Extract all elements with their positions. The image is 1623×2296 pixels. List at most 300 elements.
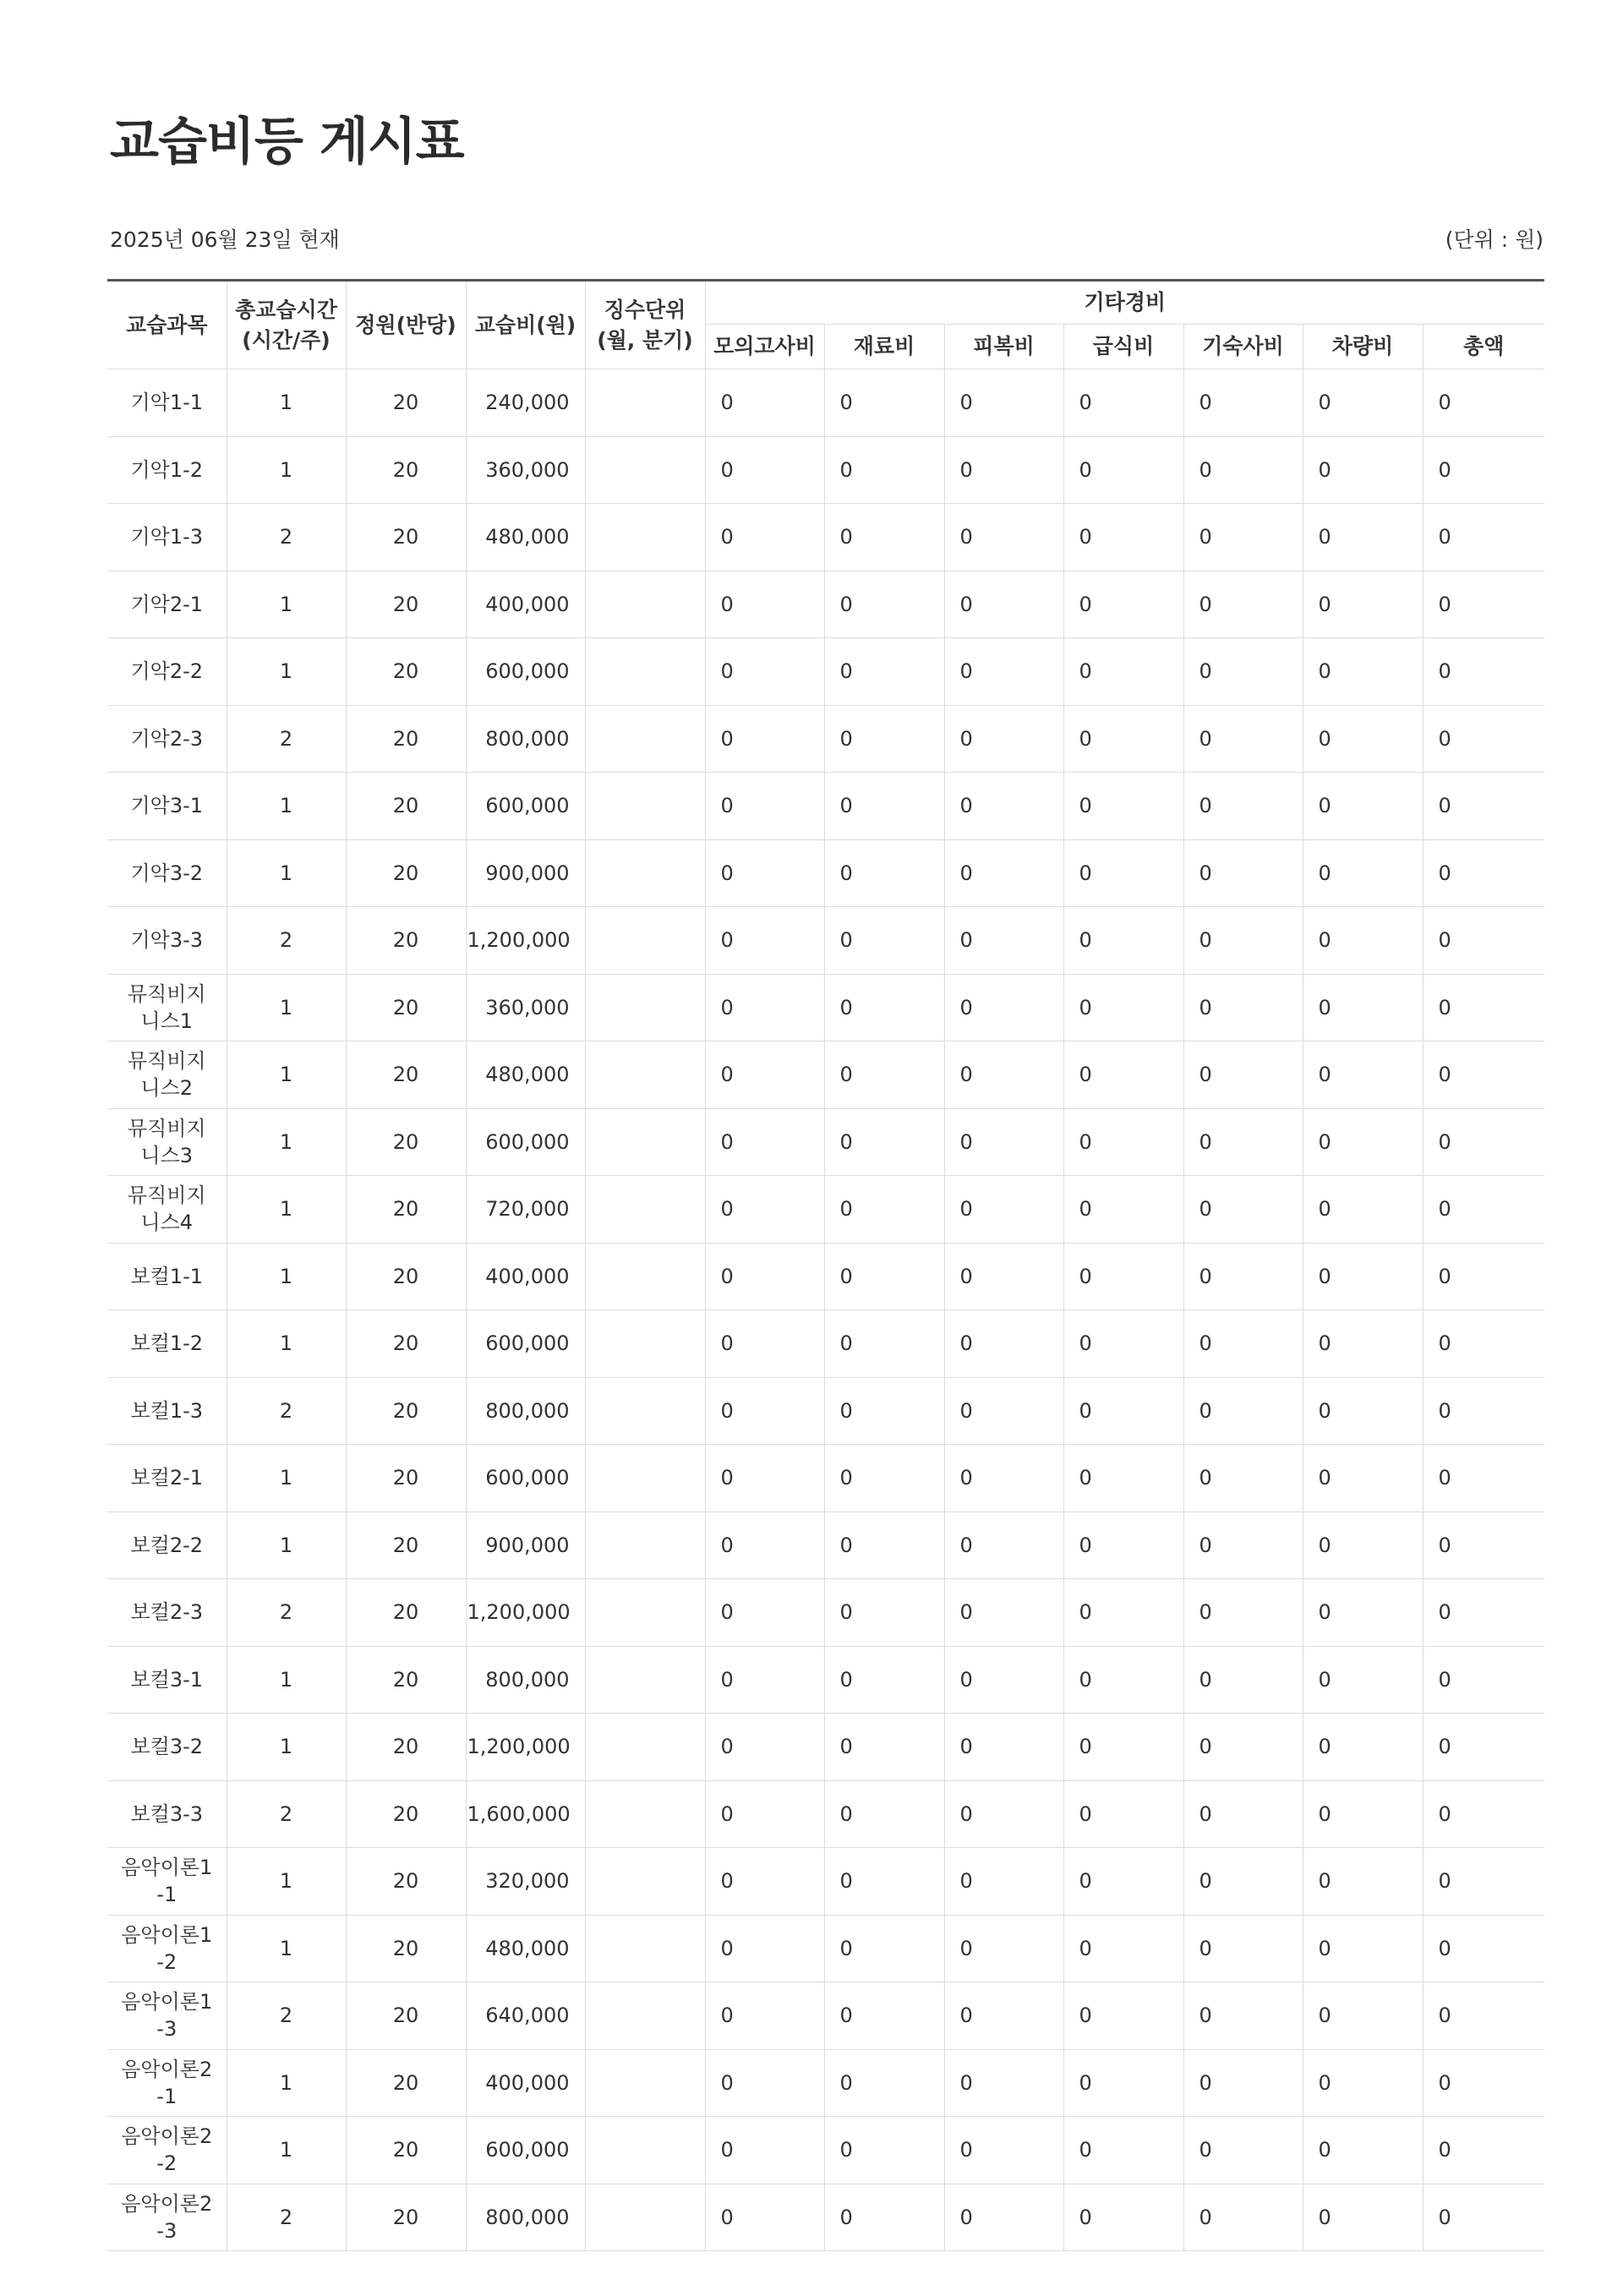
cell-subject	[107, 504, 227, 571]
cell-capacity: 20	[346, 369, 466, 437]
cell-fee: 800,000	[466, 2184, 585, 2251]
cell-fee: 1,200,000	[466, 907, 585, 975]
cell-other-expense: 0	[1183, 1579, 1303, 1647]
cell-collection-unit	[585, 1243, 705, 1310]
cell-other-expense: 0	[1303, 1243, 1423, 1310]
subject-text: 기악3-3	[130, 928, 204, 953]
cell-collection-unit	[585, 1176, 705, 1244]
cell-hours: 1	[227, 974, 346, 1041]
cell-subject	[107, 1646, 227, 1714]
cell-other-expense: 0	[1423, 1243, 1544, 1310]
cell-capacity: 20	[346, 1445, 466, 1512]
subject-text: 음악이론1-3	[121, 1990, 213, 2042]
cell-other-expense: 0	[944, 1176, 1063, 1244]
cell-hours: 2	[227, 1377, 346, 1445]
cell-other-expense: 0	[1063, 1243, 1183, 1310]
cell-collection-unit	[585, 638, 705, 706]
cell-other-expense: 0	[1423, 504, 1544, 571]
cell-other-expense: 0	[1063, 705, 1183, 773]
cell-fee: 600,000	[466, 1310, 585, 1378]
cell-other-expense: 0	[705, 1848, 824, 1916]
cell-collection-unit	[585, 1579, 705, 1647]
cell-capacity: 20	[346, 1310, 466, 1378]
cell-subject	[107, 1041, 227, 1109]
cell-hours: 1	[227, 2049, 346, 2117]
header-collection-unit	[585, 281, 705, 369]
table-row	[107, 907, 1544, 975]
cell-other-expense: 0	[1303, 1176, 1423, 1244]
cell-other-expense: 0	[1063, 839, 1183, 907]
cell-hours: 1	[227, 436, 346, 504]
cell-subject	[107, 436, 227, 504]
cell-other-expense: 0	[1303, 1714, 1423, 1781]
cell-hours: 2	[227, 1579, 346, 1647]
cell-other-expense: 0	[705, 1310, 824, 1378]
cell-other-expense: 0	[1303, 638, 1423, 706]
cell-other-expense: 0	[1423, 1377, 1544, 1445]
subject-text: 뮤직비지니스3	[127, 1116, 206, 1167]
cell-capacity: 20	[346, 1176, 466, 1244]
cell-other-expense: 0	[1063, 1445, 1183, 1512]
cell-other-expense: 0	[944, 1512, 1063, 1579]
cell-subject	[107, 1780, 227, 1848]
cell-fee: 1,200,000	[466, 1714, 585, 1781]
cell-other-expense: 0	[1063, 1646, 1183, 1714]
cell-fee: 600,000	[466, 1445, 585, 1512]
cell-subject	[107, 1176, 227, 1244]
cell-other-expense: 0	[705, 1243, 824, 1310]
table-row	[107, 1982, 1544, 2050]
cell-subject	[107, 1243, 227, 1310]
cell-other-expense: 0	[1303, 907, 1423, 975]
subject-text: 기악1-1	[130, 391, 204, 415]
cell-other-expense: 0	[1063, 974, 1183, 1041]
table-row	[107, 1310, 1544, 1378]
table-row	[107, 1108, 1544, 1176]
cell-other-expense: 0	[705, 1176, 824, 1244]
cell-other-expense: 0	[944, 1714, 1063, 1781]
cell-subject	[107, 1714, 227, 1781]
cell-other-expense: 0	[1303, 974, 1423, 1041]
cell-other-expense: 0	[1303, 1445, 1423, 1512]
cell-hours: 1	[227, 1108, 346, 1176]
cell-fee: 480,000	[466, 1915, 585, 1982]
cell-other-expense: 0	[1063, 1176, 1183, 1244]
cell-other-expense: 0	[1423, 638, 1544, 706]
cell-capacity: 20	[346, 2049, 466, 2117]
cell-other-expense: 0	[944, 2049, 1063, 2117]
cell-other-expense: 0	[1183, 1982, 1303, 2050]
table-row	[107, 2049, 1544, 2117]
cell-collection-unit	[585, 1646, 705, 1714]
table-meta	[110, 227, 1544, 254]
cell-hours: 2	[227, 2184, 346, 2251]
cell-other-expense: 0	[705, 1377, 824, 1445]
cell-other-expense: 0	[824, 1108, 944, 1176]
cell-other-expense: 0	[1063, 1310, 1183, 1378]
cell-fee: 600,000	[466, 638, 585, 706]
table-row	[107, 773, 1544, 840]
cell-other-expense: 0	[705, 1714, 824, 1781]
cell-capacity: 20	[346, 1243, 466, 1310]
cell-other-expense: 0	[1303, 1512, 1423, 1579]
cell-other-expense: 0	[705, 1646, 824, 1714]
cell-other-expense: 0	[1183, 1445, 1303, 1512]
cell-capacity: 20	[346, 1982, 466, 2050]
table-row	[107, 705, 1544, 773]
cell-subject	[107, 1848, 227, 1916]
cell-capacity: 20	[346, 2117, 466, 2184]
cell-other-expense: 0	[944, 773, 1063, 840]
cell-other-expense: 0	[824, 1714, 944, 1781]
cell-capacity: 20	[346, 907, 466, 975]
cell-other-expense: 0	[1303, 571, 1423, 638]
cell-other-expense: 0	[824, 571, 944, 638]
cell-other-expense: 0	[944, 1243, 1063, 1310]
cell-collection-unit	[585, 504, 705, 571]
cell-other-expense: 0	[1423, 1579, 1544, 1647]
cell-other-expense: 0	[1423, 1915, 1544, 1982]
cell-other-expense: 0	[1423, 705, 1544, 773]
cell-other-expense: 0	[705, 1915, 824, 1982]
cell-other-expense: 0	[824, 1848, 944, 1916]
cell-other-expense: 0	[824, 436, 944, 504]
cell-other-expense: 0	[705, 2184, 824, 2251]
page-title: 교습비등 게시표	[110, 112, 464, 172]
cell-other-expense: 0	[824, 2049, 944, 2117]
cell-other-expense: 0	[824, 974, 944, 1041]
cell-other-expense: 0	[1063, 2049, 1183, 2117]
cell-collection-unit	[585, 2184, 705, 2251]
cell-other-expense: 0	[944, 436, 1063, 504]
cell-collection-unit	[585, 974, 705, 1041]
cell-other-expense: 0	[1063, 1108, 1183, 1176]
table-row	[107, 1915, 1544, 1982]
cell-other-expense: 0	[944, 1579, 1063, 1647]
cell-hours: 1	[227, 2117, 346, 2184]
cell-fee: 800,000	[466, 1646, 585, 1714]
cell-subject	[107, 974, 227, 1041]
cell-other-expense: 0	[944, 2184, 1063, 2251]
subject-text: 기악2-1	[130, 592, 204, 616]
cell-collection-unit	[585, 1982, 705, 2050]
cell-hours: 1	[227, 1915, 346, 1982]
cell-hours: 1	[227, 773, 346, 840]
subject-text: 기악3-2	[130, 861, 204, 885]
cell-other-expense: 0	[1303, 2117, 1423, 2184]
cell-hours: 1	[227, 1512, 346, 1579]
table-row	[107, 974, 1544, 1041]
cell-subject	[107, 1310, 227, 1378]
cell-other-expense: 0	[705, 504, 824, 571]
cell-other-expense: 0	[944, 1915, 1063, 1982]
header-subject: 교습과목	[107, 281, 227, 369]
cell-fee: 1,200,000	[466, 1579, 585, 1647]
cell-other-expense: 0	[705, 1780, 824, 1848]
cell-other-expense: 0	[824, 907, 944, 975]
cell-subject	[107, 2049, 227, 2117]
table-row	[107, 638, 1544, 706]
cell-other-expense: 0	[1183, 1377, 1303, 1445]
table-row	[107, 1243, 1544, 1310]
cell-subject	[107, 1982, 227, 2050]
cell-other-expense: 0	[1063, 1377, 1183, 1445]
cell-other-expense: 0	[705, 1041, 824, 1109]
cell-hours: 1	[227, 1714, 346, 1781]
cell-other-expense: 0	[1423, 1108, 1544, 1176]
cell-other-expense: 0	[705, 638, 824, 706]
cell-capacity: 20	[346, 1512, 466, 1579]
cell-other-expense: 0	[705, 1512, 824, 1579]
cell-other-expense: 0	[705, 436, 824, 504]
cell-other-expense: 0	[944, 839, 1063, 907]
cell-other-expense: 0	[1423, 2117, 1544, 2184]
cell-other-expense: 0	[1423, 1714, 1544, 1781]
cell-other-expense: 0	[705, 2117, 824, 2184]
cell-fee: 400,000	[466, 2049, 585, 2117]
cell-collection-unit	[585, 571, 705, 638]
cell-other-expense: 0	[705, 1982, 824, 2050]
cell-other-expense: 0	[824, 2184, 944, 2251]
cell-other-expense: 0	[944, 369, 1063, 437]
cell-other-expense: 0	[1183, 907, 1303, 975]
cell-fee: 900,000	[466, 839, 585, 907]
cell-other-expense: 0	[1303, 1041, 1423, 1109]
cell-other-expense: 0	[1183, 504, 1303, 571]
cell-other-expense: 0	[705, 1445, 824, 1512]
cell-fee: 480,000	[466, 1041, 585, 1109]
subject-text: 음악이론1-2	[121, 1922, 213, 1974]
cell-other-expense: 0	[944, 1310, 1063, 1378]
cell-fee: 640,000	[466, 1982, 585, 2050]
cell-fee: 800,000	[466, 705, 585, 773]
header-unit-line2: (월, 분기)	[597, 327, 693, 353]
cell-other-expense: 0	[1063, 1714, 1183, 1781]
cell-other-expense: 0	[1063, 571, 1183, 638]
cell-other-expense: 0	[1183, 1108, 1303, 1176]
subject-text: 기악1-2	[130, 457, 204, 482]
cell-other-expense: 0	[1303, 773, 1423, 840]
cell-other-expense: 0	[1303, 1646, 1423, 1714]
cell-capacity: 20	[346, 1377, 466, 1445]
subject-text: 기악3-1	[130, 794, 204, 818]
cell-capacity: 20	[346, 1714, 466, 1781]
cell-capacity: 20	[346, 504, 466, 571]
cell-other-expense: 0	[1423, 1176, 1544, 1244]
cell-hours: 2	[227, 1982, 346, 2050]
header-capacity: 정원(반당)	[346, 281, 466, 369]
cell-other-expense: 0	[1183, 1243, 1303, 1310]
cell-collection-unit	[585, 1377, 705, 1445]
cell-collection-unit	[585, 1714, 705, 1781]
cell-fee: 600,000	[466, 773, 585, 840]
cell-fee: 720,000	[466, 1176, 585, 1244]
cell-hours: 1	[227, 1243, 346, 1310]
cell-collection-unit	[585, 773, 705, 840]
cell-other-expense: 0	[1423, 773, 1544, 840]
cell-capacity: 20	[346, 1579, 466, 1647]
table-body	[107, 369, 1544, 2251]
cell-other-expense: 0	[1183, 1714, 1303, 1781]
cell-other-expense: 0	[705, 773, 824, 840]
header-other-col: 재료비	[824, 325, 944, 369]
header-hours	[227, 281, 346, 369]
cell-other-expense: 0	[824, 1041, 944, 1109]
cell-hours: 2	[227, 705, 346, 773]
table-row	[107, 2117, 1544, 2184]
header-fee: 교습비(원)	[466, 281, 585, 369]
cell-other-expense: 0	[944, 705, 1063, 773]
cell-other-expense: 0	[705, 839, 824, 907]
cell-collection-unit	[585, 1512, 705, 1579]
subject-text: 보컬3-1	[130, 1667, 204, 1692]
cell-other-expense: 0	[1423, 369, 1544, 437]
cell-capacity: 20	[346, 1915, 466, 1982]
cell-other-expense: 0	[1063, 369, 1183, 437]
subject-text: 보컬1-1	[130, 1264, 204, 1288]
header-other-col: 모의고사비	[705, 325, 824, 369]
cell-other-expense: 0	[1183, 1041, 1303, 1109]
cell-other-expense: 0	[824, 1377, 944, 1445]
subject-text: 보컬2-1	[130, 1466, 204, 1490]
header-other-col: 급식비	[1063, 325, 1183, 369]
cell-fee: 240,000	[466, 369, 585, 437]
cell-collection-unit	[585, 1310, 705, 1378]
cell-other-expense: 0	[1423, 1848, 1544, 1916]
cell-other-expense: 0	[1303, 1310, 1423, 1378]
cell-hours: 1	[227, 638, 346, 706]
cell-other-expense: 0	[1183, 1848, 1303, 1916]
cell-other-expense: 0	[1423, 1041, 1544, 1109]
cell-other-expense: 0	[824, 369, 944, 437]
cell-other-expense: 0	[824, 638, 944, 706]
cell-hours: 1	[227, 1176, 346, 1244]
cell-subject	[107, 2184, 227, 2251]
cell-other-expense: 0	[705, 1579, 824, 1647]
header-hours-line2: (시간/주)	[242, 327, 331, 353]
cell-collection-unit	[585, 907, 705, 975]
cell-hours: 1	[227, 1310, 346, 1378]
header-other-col: 총액	[1423, 325, 1544, 369]
cell-other-expense: 0	[1063, 1579, 1183, 1647]
cell-other-expense: 0	[1423, 839, 1544, 907]
cell-collection-unit	[585, 2049, 705, 2117]
cell-other-expense: 0	[705, 705, 824, 773]
cell-hours: 2	[227, 504, 346, 571]
cell-subject	[107, 839, 227, 907]
cell-other-expense: 0	[1063, 2117, 1183, 2184]
cell-other-expense: 0	[1183, 705, 1303, 773]
cell-other-expense: 0	[1183, 1646, 1303, 1714]
cell-capacity: 20	[346, 773, 466, 840]
cell-subject	[107, 638, 227, 706]
cell-other-expense: 0	[1183, 1780, 1303, 1848]
cell-other-expense: 0	[1303, 1579, 1423, 1647]
cell-subject	[107, 1377, 227, 1445]
cell-other-expense: 0	[1063, 907, 1183, 975]
cell-other-expense: 0	[1303, 1848, 1423, 1916]
subject-text: 음악이론2-3	[121, 2191, 213, 2243]
cell-other-expense: 0	[1303, 2049, 1423, 2117]
cell-other-expense: 0	[824, 1646, 944, 1714]
cell-other-expense: 0	[1063, 1512, 1183, 1579]
cell-other-expense: 0	[944, 1377, 1063, 1445]
cell-other-expense: 0	[1183, 1915, 1303, 1982]
cell-other-expense: 0	[1183, 974, 1303, 1041]
cell-other-expense: 0	[1423, 1780, 1544, 1848]
subject-text: 보컬1-3	[130, 1398, 204, 1423]
cell-capacity: 20	[346, 2184, 466, 2251]
cell-collection-unit	[585, 1780, 705, 1848]
table-row	[107, 1780, 1544, 1848]
cell-hours: 1	[227, 839, 346, 907]
cell-other-expense: 0	[1183, 2184, 1303, 2251]
header-unit-line1: 징수단위	[604, 297, 686, 322]
cell-collection-unit	[585, 1445, 705, 1512]
cell-other-expense: 0	[1303, 2184, 1423, 2251]
cell-other-expense: 0	[1303, 1377, 1423, 1445]
cell-fee: 1,600,000	[466, 1780, 585, 1848]
cell-other-expense: 0	[1303, 436, 1423, 504]
table-row	[107, 1848, 1544, 1916]
cell-other-expense: 0	[1423, 2049, 1544, 2117]
cell-fee: 360,000	[466, 436, 585, 504]
cell-other-expense: 0	[944, 1041, 1063, 1109]
cell-other-expense: 0	[824, 1176, 944, 1244]
cell-subject	[107, 907, 227, 975]
cell-hours: 1	[227, 1445, 346, 1512]
cell-hours: 2	[227, 1780, 346, 1848]
cell-other-expense: 0	[1183, 1512, 1303, 1579]
fee-table-container	[107, 279, 1544, 2243]
cell-other-expense: 0	[824, 1915, 944, 1982]
cell-other-expense: 0	[1063, 2184, 1183, 2251]
cell-other-expense: 0	[705, 369, 824, 437]
cell-other-expense: 0	[1303, 1915, 1423, 1982]
cell-other-expense: 0	[705, 974, 824, 1041]
header-other-expenses: 기타경비	[705, 281, 1544, 325]
cell-collection-unit	[585, 1041, 705, 1109]
table-row	[107, 1377, 1544, 1445]
cell-collection-unit	[585, 705, 705, 773]
cell-other-expense: 0	[1063, 1848, 1183, 1916]
cell-subject	[107, 2117, 227, 2184]
cell-collection-unit	[585, 839, 705, 907]
cell-fee: 600,000	[466, 2117, 585, 2184]
cell-other-expense: 0	[824, 504, 944, 571]
cell-subject	[107, 571, 227, 638]
cell-other-expense: 0	[1423, 1512, 1544, 1579]
cell-other-expense: 0	[1303, 1108, 1423, 1176]
cell-other-expense: 0	[1183, 1310, 1303, 1378]
subject-text: 기악2-3	[130, 726, 204, 751]
subject-text: 음악이론2-2	[121, 2124, 213, 2176]
cell-hours: 1	[227, 1646, 346, 1714]
cell-other-expense: 0	[705, 2049, 824, 2117]
cell-collection-unit	[585, 1848, 705, 1916]
table-header-row	[107, 281, 1544, 325]
cell-subject	[107, 1445, 227, 1512]
cell-hours: 2	[227, 907, 346, 975]
cell-other-expense: 0	[824, 773, 944, 840]
cell-subject	[107, 1512, 227, 1579]
fee-table	[107, 279, 1544, 2251]
cell-fee: 400,000	[466, 1243, 585, 1310]
cell-other-expense: 0	[824, 705, 944, 773]
cell-other-expense: 0	[944, 2117, 1063, 2184]
cell-other-expense: 0	[944, 571, 1063, 638]
table-row	[107, 1579, 1544, 1647]
